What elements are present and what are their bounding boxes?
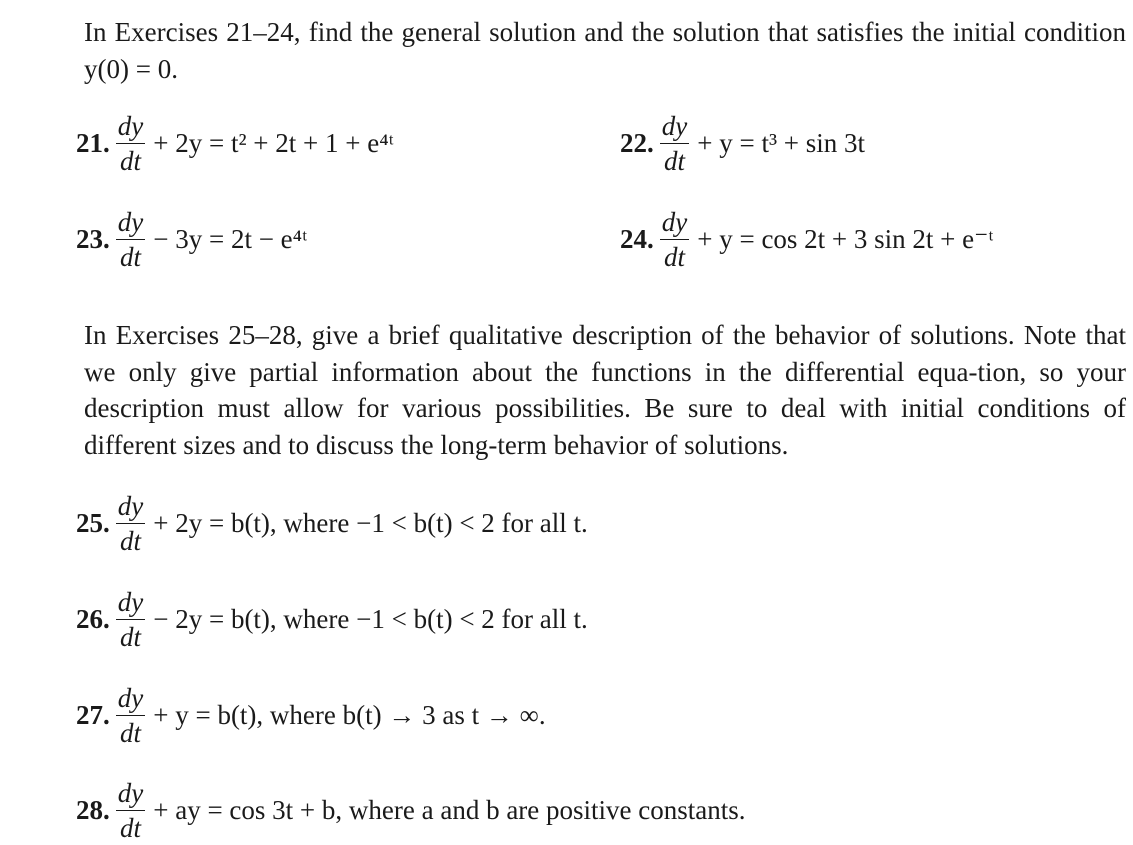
- fraction-denominator: dt: [119, 242, 141, 272]
- exercise-21: [76, 112, 394, 175]
- equation-rhs: + 2y = t² + 2t + 1 + e⁴ᵗ: [153, 128, 394, 158]
- equation-rhs: + ay = cos 3t + b, where a and b are positive constants.: [153, 795, 746, 825]
- fraction-denominator: dt: [119, 622, 141, 652]
- fraction-numerator: dy: [116, 684, 145, 716]
- equation-rhs: + 2y = b(t), where −1 < b(t) < 2 for all t.: [153, 508, 588, 538]
- exercise-number: 25.: [76, 508, 110, 538]
- fraction-denominator: dt: [119, 813, 141, 843]
- exercise-number: 22.: [620, 128, 654, 158]
- derivative-fraction: [116, 112, 145, 175]
- exercise-number: 24.: [620, 224, 654, 254]
- fraction-numerator: dy: [660, 112, 689, 144]
- exercise-number: 28.: [76, 795, 110, 825]
- equation-rhs: + y = t³ + sin 3t: [697, 128, 866, 158]
- exercise-28: [76, 779, 746, 842]
- fraction-numerator: dy: [116, 779, 145, 811]
- derivative-fraction: [660, 208, 689, 271]
- exercise-22: [620, 112, 865, 175]
- derivative-fraction: [116, 588, 145, 651]
- derivative-fraction: [116, 208, 145, 271]
- fraction-numerator: dy: [116, 208, 145, 240]
- exercise-number: 26.: [76, 604, 110, 634]
- exercise-27: [76, 684, 546, 747]
- exercise-number: 27.: [76, 700, 110, 730]
- exercise-26: [76, 588, 588, 651]
- exercise-number: 23.: [76, 224, 110, 254]
- equation-rhs: − 2y = b(t), where −1 < b(t) < 2 for all t.: [153, 604, 588, 634]
- instructions-21-24: In Exercises 21–24, find the general solution and the solution that satisfies the initial condition y(0) = 0.: [84, 17, 1126, 84]
- derivative-fraction: [116, 779, 145, 842]
- fraction-denominator: dt: [663, 146, 685, 176]
- exercise-number: 21.: [76, 128, 110, 158]
- equation-rhs: − 3y = 2t − e⁴ᵗ: [153, 224, 308, 254]
- derivative-fraction: [116, 492, 145, 555]
- fraction-numerator: dy: [116, 588, 145, 620]
- derivative-fraction: [660, 112, 689, 175]
- fraction-denominator: dt: [119, 526, 141, 556]
- exercise-23: [76, 208, 307, 271]
- fraction-numerator: dy: [660, 208, 689, 240]
- fraction-numerator: dy: [116, 492, 145, 524]
- fraction-denominator: dt: [119, 718, 141, 748]
- exercise-24: [620, 208, 994, 271]
- equation-rhs: + y = cos 2t + 3 sin 2t + e⁻ᵗ: [697, 224, 994, 254]
- fraction-denominator: dt: [663, 242, 685, 272]
- fraction-numerator: dy: [116, 112, 145, 144]
- equation-rhs: + y = b(t), where b(t) → 3 as t → ∞.: [153, 700, 546, 730]
- derivative-fraction: [116, 684, 145, 747]
- instructions-25-28: In Exercises 25–28, give a brief qualitative description of the behavior of solutions. Note that we only give partial information about the functions in the differential equa-tion, so your description must allow for various possibilities. Be sure to deal with initial conditions of different sizes and to discuss the long-term behavior of solutions.: [84, 320, 1126, 460]
- exercise-25: [76, 492, 588, 555]
- fraction-denominator: dt: [119, 146, 141, 176]
